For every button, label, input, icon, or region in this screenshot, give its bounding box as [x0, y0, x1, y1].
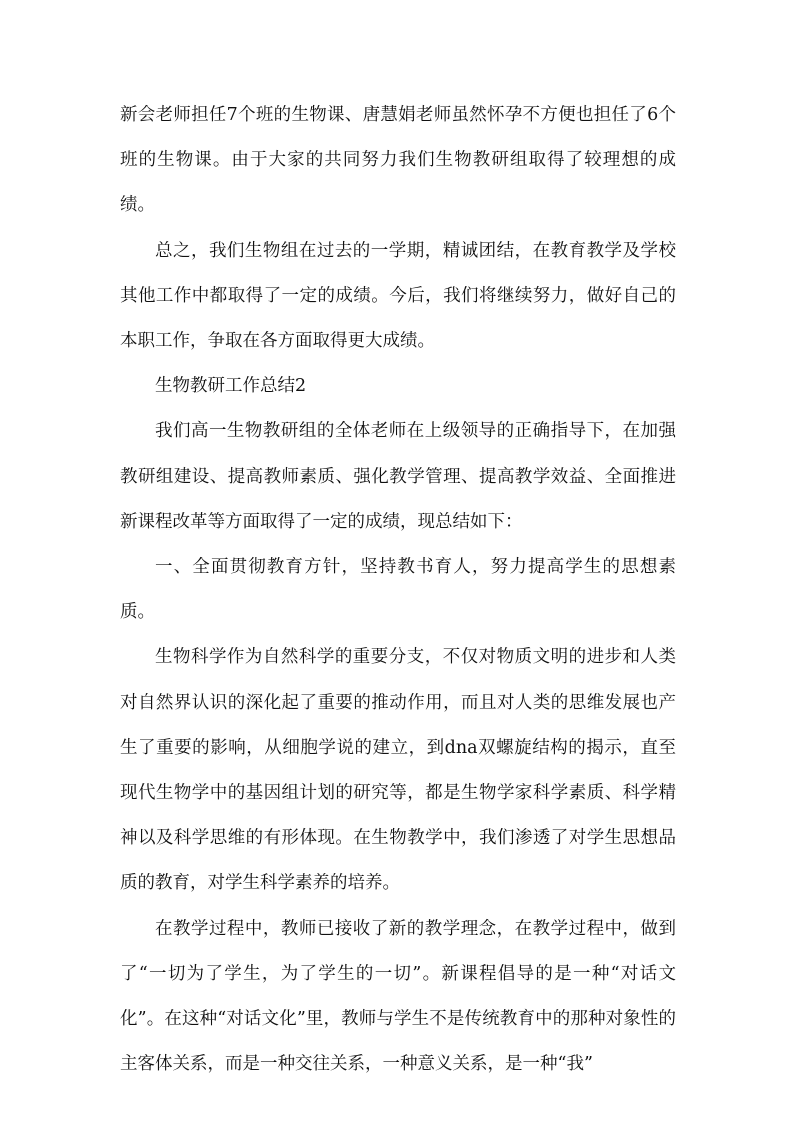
- document-page: [120, 93, 676, 1087]
- paragraph-summary: 总之，我们生物组在过去的一学期，精诚团结，在教育教学及学校其他工作中都取得了一定的成绩。今后，我们将继续努力，做好自己的本职工作，争取在各方面取得更大成绩。: [120, 240, 676, 352]
- paragraph-point-one: 一、全面贯彻教育方针，坚持教书育人，努力提高学生的思想素质。: [120, 557, 676, 623]
- paragraph-continuation: 新会老师担任7个班的生物课、唐慧娟老师虽然怀孕不方便也担任了6个班的生物课。由于大家的共同努力我们生物教研组取得了较理想的成绩。: [120, 105, 676, 216]
- paragraph-teaching-process: 在教学过程中，教师已接收了新的教学理念，在教学过程中，做到了“一切为了学生，为了学生的一切”。新课程倡导的是一种“对话文化”。在这种“对话文化”里，教师与学生不是传统教育中的那种对象性的主客体关系，而是一种交往关系，一种意义关系，是一种“我”: [120, 918, 676, 1075]
- paragraph-intro: 我们高一生物教研组的全体老师在上级领导的正确指导下，在加强教研组建设、提高教师素质、强化教学管理、提高教学效益、全面推进新课程改革等方面取得了一定的成绩，现总结如下：: [120, 421, 676, 532]
- paragraph-biology-science: 生物科学作为自然科学的重要分支，不仅对物质文明的进步和人类对自然界认识的深化起了重要的推动作用，而且对人类的思维发展也产生了重要的影响，从细胞学说的建立，到dna双螺旋结构的揭示，直至现代生物学中的基因组计划的研究等，都是生物学家科学素质、科学精神以及科学思维的有形体现。在生物教学中，我们渗透了对学生思想品质的教育，对学生科学素养的培养。: [120, 647, 676, 894]
- section-heading: 生物教研工作总结2: [155, 376, 307, 397]
